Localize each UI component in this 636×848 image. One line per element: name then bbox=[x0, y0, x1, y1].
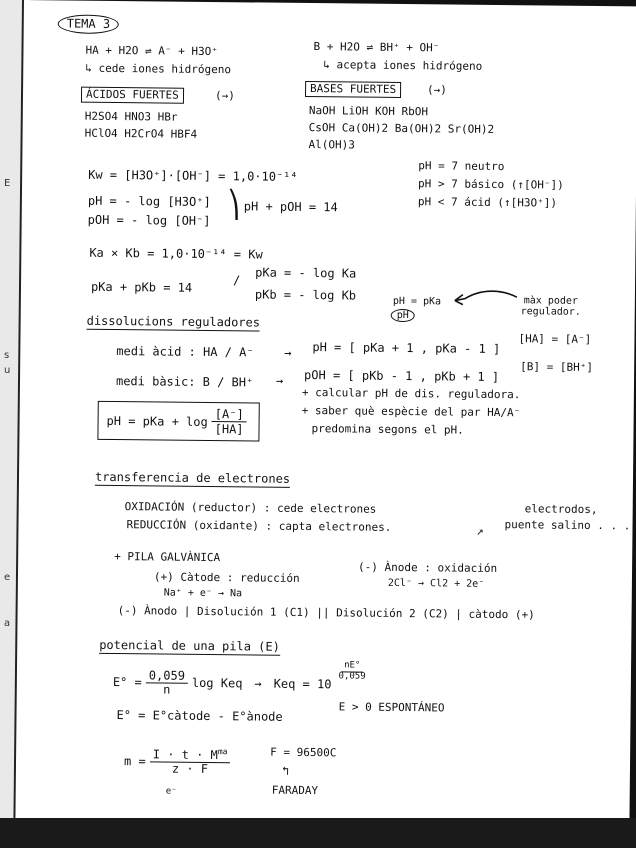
arrow-up-right: ↗ bbox=[476, 523, 484, 538]
arrow-right: → bbox=[275, 373, 284, 388]
e0-lhs: E° = bbox=[112, 675, 142, 690]
acid-medium: medi àcid : HA / A⁻ bbox=[116, 344, 254, 360]
electrodes-note: electrodos, bbox=[524, 502, 598, 517]
poh-definition: pOH = - log [OH⁻] bbox=[87, 212, 211, 228]
anode-label: (-) Ànode : oxidación bbox=[358, 560, 498, 576]
ph-definition: pH = - log [H3O⁺] bbox=[87, 193, 211, 209]
base-equation: B + H2O ⇌ BH⁺ + OH⁻ bbox=[313, 40, 440, 55]
margin-char: e bbox=[4, 572, 11, 583]
cathode-label: (+) Càtode : reducción bbox=[153, 570, 300, 585]
acid-equality: [HA] = [A⁻] bbox=[518, 332, 592, 346]
pkb-definition: pKb = - log Kb bbox=[254, 287, 357, 303]
slash-separator: / bbox=[233, 273, 241, 288]
keq-exp-numerator: nE° bbox=[341, 661, 363, 672]
mass-subscript: e⁻ bbox=[165, 786, 177, 797]
arrow-right: → bbox=[284, 345, 292, 360]
redox-title: transferencia de electrones bbox=[95, 471, 290, 488]
mass-lhs: m = bbox=[123, 753, 146, 768]
pka-definition: pKa = - log Ka bbox=[255, 265, 357, 281]
strong-acids-row2: HClO4 H2CrO4 HBF4 bbox=[84, 126, 198, 141]
acid-ph-range: pH = [ pKa + 1 , pKa - 1 ] bbox=[312, 340, 501, 357]
brace-symbol: ⎞ bbox=[225, 190, 242, 221]
faraday-label: FARADAY bbox=[271, 783, 319, 798]
formula-denominator: [HA] bbox=[214, 422, 244, 437]
reduction-line: REDUCCIÓN (oxidante) : capta electrones. bbox=[126, 518, 392, 534]
e0-fraction bbox=[146, 669, 188, 697]
e0-denominator: n bbox=[163, 682, 171, 697]
margin-char: a bbox=[4, 618, 11, 629]
strong-bases-row3: Al(OH)3 bbox=[308, 138, 355, 152]
buffer-note-3: predomina segons el pH. bbox=[311, 422, 464, 437]
cathode-equation: Na⁺ + e⁻ → Na bbox=[163, 587, 243, 600]
max-buffer-note: màx poder regulador. bbox=[520, 295, 581, 318]
page-title: TEMA 3 bbox=[58, 14, 120, 34]
mass-fraction bbox=[150, 747, 231, 776]
formula-lhs: pH = pKa + log bbox=[106, 413, 208, 429]
acid-note: ↳ cede iones hidrógeno bbox=[85, 61, 232, 77]
buffer-note-2: + saber què espècie del par HA/A⁻ bbox=[301, 403, 521, 420]
margin-char: u bbox=[4, 365, 11, 376]
mass-superscript: ma bbox=[217, 747, 228, 757]
strong-acids-row1: H2SO4 HNO3 HBr bbox=[84, 109, 178, 124]
mass-denominator: z · F bbox=[171, 761, 209, 777]
e0-rhs: log Keq bbox=[191, 675, 243, 691]
margin-char: s bbox=[4, 350, 10, 361]
strong-bases-label: BASES FUERTES bbox=[305, 81, 401, 98]
ph-poh-sum: pH + pOH = 14 bbox=[243, 199, 338, 215]
formula-fraction bbox=[212, 407, 247, 436]
potential-title: potencial de una pila (E) bbox=[99, 639, 280, 656]
basic-equality: [B] = [BH⁺] bbox=[520, 360, 594, 374]
faraday-constant: F = 96500C bbox=[270, 745, 337, 760]
arrow-right: → bbox=[254, 676, 262, 691]
acid-equation: HA + H2O ⇌ A⁻ + H3O⁺ bbox=[85, 43, 218, 59]
kw-line: Kw = [H3O⁺]·[OH⁻] = 1,0·10⁻¹⁴ bbox=[88, 167, 298, 184]
oxidation-line: OXIDACIÓN (reductor) : cede electrones bbox=[124, 500, 377, 516]
anode-equation: 2Cl⁻ → Cl2 + 2e⁻ bbox=[387, 577, 485, 590]
keq-exp-denominator: 0,059 bbox=[338, 671, 366, 682]
basic-medium: medi bàsic: B / BH⁺ bbox=[115, 374, 254, 390]
salt-bridge-note: puente salino . . . bbox=[504, 518, 631, 533]
spontaneous-condition: E > 0 ESPONTÁNEO bbox=[338, 700, 445, 715]
galvanic-cell: + PILA GALVÀNICA bbox=[114, 549, 221, 565]
margin-char: E bbox=[4, 178, 11, 189]
cell-notation: (-) Ànodo | Disolución 1 (C1) || Disolución 2 (C2) | càtodo (+) bbox=[117, 604, 535, 622]
notebook-page bbox=[13, 0, 636, 828]
strong-bases-arrow: (→) bbox=[427, 83, 448, 97]
curl-arrow-icon: ↰ bbox=[281, 763, 290, 778]
ph-acid: pH < 7 ácid (↑[H3O⁺]) bbox=[417, 195, 558, 210]
ph-circled: pH bbox=[391, 309, 415, 322]
formula-numerator: [A⁻] bbox=[212, 407, 247, 422]
strong-acids-label: ÁCIDOS FUERTES bbox=[81, 87, 184, 104]
basic-poh-range: pOH = [ pKb - 1 , pKb + 1 ] bbox=[304, 367, 500, 385]
e0-difference: E° = E°càtode - E°ànode bbox=[116, 708, 283, 724]
ka-kb-product: Ka × Kb = 1,0·10⁻¹⁴ = Kw bbox=[89, 245, 263, 262]
base-note: ↳ acepta iones hidrógeno bbox=[323, 58, 483, 73]
bottom-shadow bbox=[0, 818, 636, 848]
strong-bases-row2: CsOH Ca(OH)2 Ba(OH)2 Sr(OH)2 bbox=[308, 121, 495, 136]
buffer-note-1: + calcular pH de dis. reguladora. bbox=[301, 385, 521, 402]
faraday-law bbox=[124, 747, 235, 777]
strong-acids-arrow: (→) bbox=[214, 89, 235, 103]
ph-equals-pka: pH = pKa bbox=[392, 295, 442, 308]
e0-formula bbox=[112, 660, 373, 699]
buffers-title: dissolucions reguladores bbox=[87, 315, 261, 332]
strong-bases-row1: NaOH LiOH KOH RbOH bbox=[308, 104, 429, 119]
ph-basic: pH > 7 básico (↑[OH⁻]) bbox=[418, 177, 564, 192]
ph-neutral: pH = 7 neutro bbox=[418, 159, 505, 174]
henderson-formula bbox=[97, 401, 259, 442]
keq-exponent bbox=[336, 661, 369, 682]
mass-numerator: $I \cdot t \cdot M^{ma}$ bbox=[150, 747, 231, 763]
curved-arrow-icon bbox=[451, 289, 521, 312]
e0-numerator: 0,059 bbox=[146, 669, 188, 684]
keq-formula: Keq = 10 bbox=[273, 676, 332, 692]
pka-pkb-sum: pKa + pKb = 14 bbox=[90, 279, 193, 295]
